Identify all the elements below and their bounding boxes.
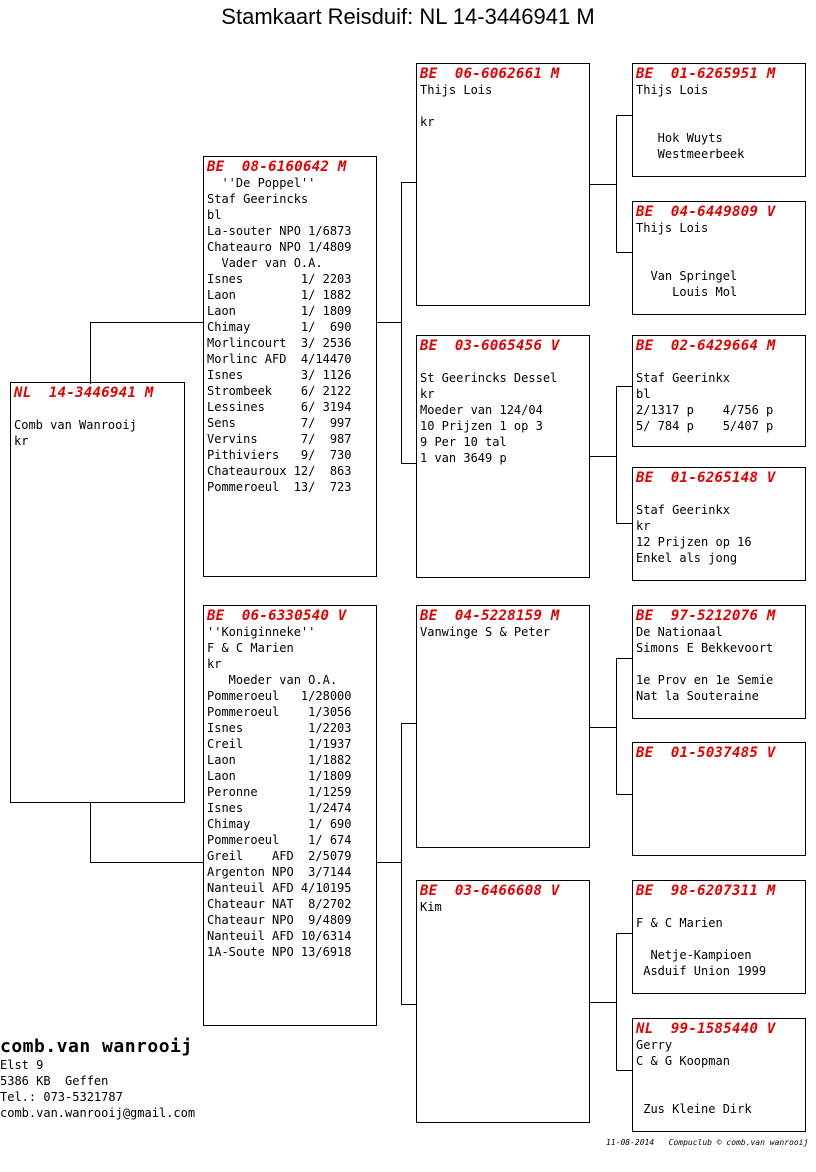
- info-line: 2/1317 p 4/756 p: [636, 403, 774, 417]
- ring-number: BE 01-5037485 V: [636, 745, 776, 761]
- pigeon-card-mother: [203, 605, 377, 1026]
- pigeon-card-mfm: [632, 742, 806, 856]
- info-line: Comb van Wanrooij: [14, 418, 137, 432]
- info-line: [417, 98, 589, 114]
- ring-number: BE 01-6265148 V: [636, 470, 776, 486]
- ring-number: BE 01-6265951 M: [636, 66, 776, 82]
- info-line: Louis Mol: [636, 285, 738, 299]
- info-line: Hok Wuyts: [636, 131, 723, 145]
- connector: [401, 182, 417, 183]
- info-line: 1 van 3649 p: [420, 451, 507, 465]
- info-line: kr: [207, 657, 222, 671]
- info-line: [633, 236, 805, 252]
- ring-number: BE 06-6062661 M: [420, 66, 560, 82]
- info-line: Chateaur NPO 9/4809: [207, 913, 352, 927]
- info-line: Chateauro NPO 1/4809: [207, 240, 352, 254]
- pigeon-card-mmf: [632, 880, 806, 994]
- info-line: ''Koniginneke'': [207, 625, 316, 639]
- connector: [376, 862, 402, 863]
- info-line: Van Springel: [636, 269, 738, 283]
- pigeon-card-fmf: [632, 335, 806, 447]
- info-line: [417, 354, 589, 370]
- pigeon-card-ff: [416, 63, 590, 306]
- info-line: Vanwinge S & Peter: [420, 625, 551, 639]
- connector: [90, 862, 204, 863]
- info-line: Simons E Bekkevoort: [636, 641, 774, 655]
- info-line: Laon 1/ 1809: [207, 304, 352, 318]
- info-line: Morlincourt 3/ 2536: [207, 336, 352, 350]
- connector: [401, 723, 402, 1005]
- info-line: Laon 1/1809: [207, 769, 352, 783]
- pigeon-card-mf: [416, 605, 590, 848]
- info-line: Strombeek 6/ 2122: [207, 384, 352, 398]
- connector: [401, 182, 402, 464]
- connector: [616, 115, 633, 116]
- info-line: [633, 1085, 805, 1101]
- info-line: Morlinc AFD 4/14470: [207, 352, 352, 366]
- info-line: ''De Poppel'': [207, 176, 316, 190]
- info-line: Pommeroeul 1/28000: [207, 689, 352, 703]
- info-line: 9 Per 10 tal: [420, 435, 507, 449]
- info-line: Nat la Souteraine: [636, 689, 759, 703]
- info-line: Gerry: [636, 1038, 673, 1052]
- info-line: [11, 401, 184, 417]
- pigeon-card-fff: [632, 63, 806, 177]
- info-line: Pommeroeul 13/ 723: [207, 480, 352, 494]
- info-line: [633, 656, 805, 672]
- pigeon-card-mm: [416, 880, 590, 1123]
- info-line: F & C Marien: [207, 641, 294, 655]
- info-line: Lessines 6/ 3194: [207, 400, 352, 414]
- connector: [90, 322, 204, 323]
- info-line: Staf Geerincks: [207, 192, 309, 206]
- pigeon-card-mff: [632, 605, 806, 719]
- connector: [616, 115, 617, 253]
- info-line: [633, 931, 805, 947]
- ring-number: BE 06-6330540 V: [207, 608, 347, 624]
- info-line: Isnes 1/2474: [207, 801, 352, 815]
- connector: [589, 184, 617, 185]
- info-line: kr: [420, 387, 435, 401]
- info-line: Isnes 1/2203: [207, 721, 352, 735]
- info-line: Kim: [420, 900, 442, 914]
- connector: [616, 658, 633, 659]
- ring-number: BE 03-6466608 V: [420, 883, 560, 899]
- owner-address-block: [0, 1036, 195, 1121]
- ring-number: BE 08-6160642 M: [207, 159, 347, 175]
- info-line: Laon 1/ 1882: [207, 288, 352, 302]
- connector: [616, 933, 617, 1071]
- info-line: 1e Prov en 1e Semie: [636, 673, 774, 687]
- info-line: kr: [420, 115, 435, 129]
- info-line: Thijs Lois: [420, 83, 493, 97]
- info-line: Isnes 3/ 1126: [207, 368, 352, 382]
- connector: [589, 456, 617, 457]
- info-line: Pithiviers 9/ 730: [207, 448, 352, 462]
- pigeon-card-ffm: [632, 201, 806, 315]
- info-line: Nanteuil AFD 10/6314: [207, 929, 352, 943]
- info-line: Argenton NPO 3/7144: [207, 865, 352, 879]
- info-line: Chimay 1/ 690: [207, 817, 352, 831]
- email-line: comb.van.wanrooij@gmail.com: [0, 1106, 196, 1120]
- connector: [616, 1070, 633, 1071]
- pigeon-card-fmm: [632, 467, 806, 581]
- ring-number: BE 98-6207311 M: [636, 883, 776, 899]
- connector: [401, 1004, 417, 1005]
- info-line: Enkel als jong: [636, 551, 738, 565]
- info-line: Chateaur NAT 8/2702: [207, 897, 352, 911]
- info-line: Vader van O.A.: [207, 256, 323, 270]
- info-line: Pommeroeul 1/ 674: [207, 833, 352, 847]
- info-line: Pommeroeul 1/3056: [207, 705, 352, 719]
- info-line: 5/ 784 p 5/407 p: [636, 419, 774, 433]
- info-line: Asduif Union 1999: [636, 964, 767, 978]
- pigeon-card-fm: [416, 335, 590, 578]
- connector: [616, 794, 633, 795]
- info-line: La-souter NPO 1/6873: [207, 224, 352, 238]
- ring-number: BE 03-6065456 V: [420, 338, 560, 354]
- info-line: Creil 1/1937: [207, 737, 352, 751]
- pigeon-card-father: [203, 156, 377, 577]
- ring-number: BE 04-6449809 V: [636, 204, 776, 220]
- phone-line: Tel.: 073-5321787: [0, 1090, 123, 1104]
- info-line: Zus Kleine Dirk: [636, 1102, 752, 1116]
- info-line: [633, 252, 805, 268]
- address-line: 5386 KB Geffen: [0, 1074, 109, 1088]
- info-line: Sens 7/ 997: [207, 416, 352, 430]
- info-line: Chimay 1/ 690: [207, 320, 352, 334]
- info-line: Moeder van O.A.: [207, 673, 338, 687]
- address-line: Elst 9: [0, 1058, 44, 1072]
- info-line: Westmeerbeek: [636, 147, 745, 161]
- info-line: [633, 354, 805, 370]
- info-line: C & G Koopman: [636, 1054, 730, 1068]
- pigeon-card-mmm: [632, 1018, 806, 1132]
- pigeon-card-root: [10, 382, 185, 803]
- print-stamp: 11-08-2014 Compuclub © comb.van wanrooij: [606, 1138, 809, 1147]
- info-line: 12 Prijzen op 16: [636, 535, 752, 549]
- info-line: St Geerincks Dessel: [420, 371, 558, 385]
- info-line: 10 Prijzen 1 op 3: [420, 419, 543, 433]
- info-line: [633, 114, 805, 130]
- info-line: Moeder van 124/04: [420, 403, 543, 417]
- connector: [401, 723, 417, 724]
- connector: [376, 322, 402, 323]
- connector: [616, 386, 617, 524]
- connector: [589, 727, 617, 728]
- info-line: Thijs Lois: [636, 83, 709, 97]
- ring-number: BE 02-6429664 M: [636, 338, 776, 354]
- ring-number: NL 99-1585440 V: [636, 1021, 776, 1037]
- info-line: kr: [14, 434, 29, 448]
- connector: [589, 1002, 617, 1003]
- connector: [401, 463, 417, 464]
- info-line: Isnes 1/ 2203: [207, 272, 352, 286]
- info-line: Staf Geerinkx: [636, 503, 730, 517]
- ring-number: BE 04-5228159 M: [420, 608, 560, 624]
- info-line: Greil AFD 2/5079: [207, 849, 352, 863]
- connector: [616, 523, 633, 524]
- info-line: De Nationaal: [636, 625, 723, 639]
- info-line: Vervins 7/ 987: [207, 432, 352, 446]
- info-line: Thijs Lois: [636, 221, 709, 235]
- info-line: F & C Marien: [636, 916, 723, 930]
- page-title: Stamkaart Reisduif: NL 14-3446941 M: [221, 4, 595, 29]
- info-line: [633, 1069, 805, 1085]
- info-line: 1A-Soute NPO 13/6918: [207, 945, 352, 959]
- connector: [616, 252, 633, 253]
- info-line: [633, 98, 805, 114]
- info-line: bl: [636, 387, 651, 401]
- connector: [90, 322, 91, 384]
- info-line: Netje-Kampioen: [636, 948, 752, 962]
- info-line: kr: [636, 519, 651, 533]
- info-line: Chateauroux 12/ 863: [207, 464, 352, 478]
- info-line: [633, 486, 805, 502]
- connector: [616, 386, 633, 387]
- ring-number: NL 14-3446941 M: [14, 385, 154, 401]
- info-line: Peronne 1/1259: [207, 785, 352, 799]
- info-line: Nanteuil AFD 4/10195: [207, 881, 352, 895]
- info-line: Staf Geerinkx: [636, 371, 730, 385]
- ring-number: BE 97-5212076 M: [636, 608, 776, 624]
- info-line: [633, 899, 805, 915]
- connector: [616, 658, 617, 795]
- info-line: Laon 1/1882: [207, 753, 352, 767]
- connector: [616, 933, 633, 934]
- connector: [90, 802, 91, 863]
- owner-name: comb.van wanrooij: [0, 1036, 193, 1057]
- info-line: bl: [207, 208, 222, 222]
